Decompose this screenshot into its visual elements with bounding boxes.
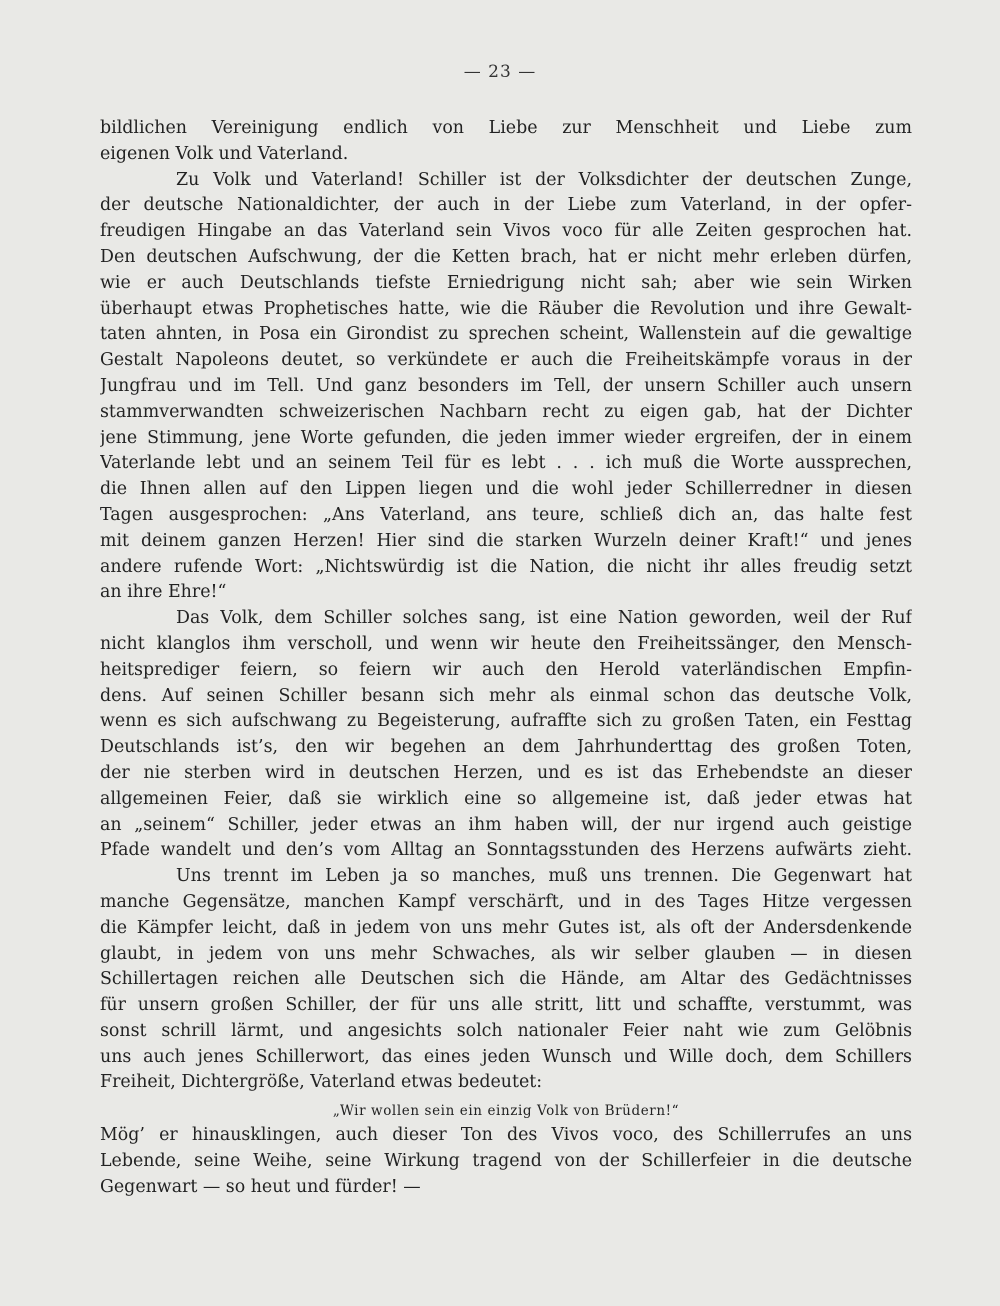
text-line: freudigen Hingabe an das Vaterland sein Vivos voco für alle Zeiten gesprochen hat. — [100, 221, 912, 242]
text-line: überhaupt etwas Prophetisches hatte, wie die Räuber die Revolution und ihre Gewalt- — [100, 298, 912, 319]
text-line: Jungfrau und im Tell. Und ganz besonders im Tell, der unsern Schiller auch unsern — [100, 375, 912, 396]
text-line: mit deinem ganzen Herzen! Hier sind die starken Wurzeln deiner Kraft!“ und jenes — [100, 530, 912, 551]
text-line: wenn es sich aufschwang zu Begeisterung, aufraffte sich zu großen Taten, ein Festtag — [100, 711, 912, 732]
text-line: bildlichen Vereinigung endlich von Liebe zur Menschheit und Liebe zum — [100, 118, 912, 138]
text-line: manche Gegensätze, manchen Kampf verschärft, und in des Tages Hitze vergessen — [100, 891, 912, 912]
text-line: Tagen ausgesprochen: „Ans Vaterland, ans teure, schließ dich an, das halte fest — [100, 504, 912, 525]
text-line: Schillertagen reichen alle Deutschen sich die Hände, am Altar des Gedächtnisses — [100, 969, 912, 990]
text-line: Pfade wandelt und den’s vom Alltag an Sonntagsstunden des Herzens aufwärts zieht. — [100, 840, 912, 861]
text-line: eigenen Volk und Vaterland. — [100, 143, 349, 164]
text-line: Das Volk, dem Schiller solches sang, ist eine Nation geworden, weil der Ruf — [176, 608, 912, 629]
text-line: Gegenwart — so heut und fürder! — — [100, 1176, 421, 1197]
closing-paragraph — [100, 1123, 912, 1200]
text-line: stammverwandten schweizerischen Nachbarn recht zu eigen gab, hat der Dichter — [100, 401, 912, 422]
body-text — [100, 116, 912, 1201]
text-line: allgemeinen Feier, daß sie wirklich eine so allgemeine ist, daß jeder etwas hat — [100, 788, 912, 809]
main-paragraphs — [100, 116, 912, 1096]
text-line: an „seinem“ Schiller, jeder etwas an ihm haben will, der nur irgend auch geistige — [100, 814, 912, 835]
text-line: jene Stimmung, jene Worte gefunden, die jeden immer wieder ergreifen, der in einem — [100, 427, 912, 448]
text-line: Gestalt Napoleons deutet, so verkündete er auch die Freiheitskämpfe voraus in der — [100, 350, 912, 371]
text-line: glaubt, in jedem von uns mehr Schwaches, als wir selber glauben — in diesen — [100, 943, 912, 964]
text-line: wie er auch Deutschlands tiefste Erniedrigung nicht sah; aber wie sein Wirken — [100, 272, 912, 293]
text-line: Zu Volk und Vaterland! Schiller ist der Volksdichter der deutschen Zunge, — [176, 169, 912, 190]
page-number: — 23 — — [463, 62, 537, 82]
text-line: taten ahnten, in Posa ein Girondist zu sprechen scheint, Wallenstein auf die gewaltige — [100, 324, 912, 345]
text-line: Vaterlande lebt und an seinem Teil für es lebt . . . ich muß die Worte aussprechen, — [100, 453, 912, 474]
text-line: der deutsche Nationaldichter, der auch in der Liebe zum Vaterland, in der opfer- — [100, 195, 912, 216]
text-line: andere rufende Wort: „Nichtswürdig ist die Nation, die nicht ihr alles freudig setzt — [100, 556, 912, 577]
text-line: für unsern großen Schiller, der für uns alle stritt, litt und schaffte, verstummt, was — [100, 995, 912, 1016]
text-line: Deutschlands ist’s, den wir begehen an dem Jahrhunderttag des großen Toten, — [100, 737, 912, 758]
text-line: uns auch jenes Schillerwort, das eines jeden Wunsch und Wille doch, dem Schillers — [100, 1046, 912, 1067]
text-line: die Ihnen allen auf den Lippen liegen und die wohl jeder Schillerredner in diesen — [100, 479, 912, 500]
text-line: Den deutschen Aufschwung, der die Ketten brach, hat er nicht mehr erleben dürfen, — [100, 246, 912, 267]
text-line: dens. Auf seinen Schiller besann sich mehr als einmal schon das deutsche Volk, — [100, 685, 912, 706]
text-line: nicht klanglos ihm verscholl, und wenn wir heute den Freiheitssänger, den Mensch- — [100, 633, 912, 654]
text-line: sonst schrill lärmt, und angesichts solch nationaler Feier naht wie zum Gelöbnis — [100, 1020, 912, 1041]
text-line: Mög’ er hinausklingen, auch dieser Ton des Vivos voco, des Schillerrufes an uns — [100, 1125, 912, 1146]
text-line: die Kämpfer leicht, daß in jedem von uns mehr Gutes ist, als oft der Andersdenkende — [100, 917, 912, 938]
text-line: Freiheit, Dichtergröße, Vaterland etwas bedeutet: — [100, 1072, 543, 1093]
text-line: Uns trennt im Leben ja so manches, muß uns trennen. Die Gegenwart hat — [176, 866, 912, 887]
text-line: an ihre Ehre!“ — [100, 582, 227, 603]
text-line: Lebende, seine Weihe, seine Wirkung tragend von der Schillerfeier in die deutsche — [100, 1151, 912, 1172]
text-line: heitsprediger feiern, so feiern wir auch den Herold vaterländischen Empfin- — [100, 659, 912, 680]
text-line: der nie sterben wird in deutschen Herzen, und es ist das Erhebendste an dieser — [100, 762, 912, 783]
schiller-quote: „Wir wollen sein ein einzig Volk von Brüdern!“ — [332, 1103, 680, 1120]
